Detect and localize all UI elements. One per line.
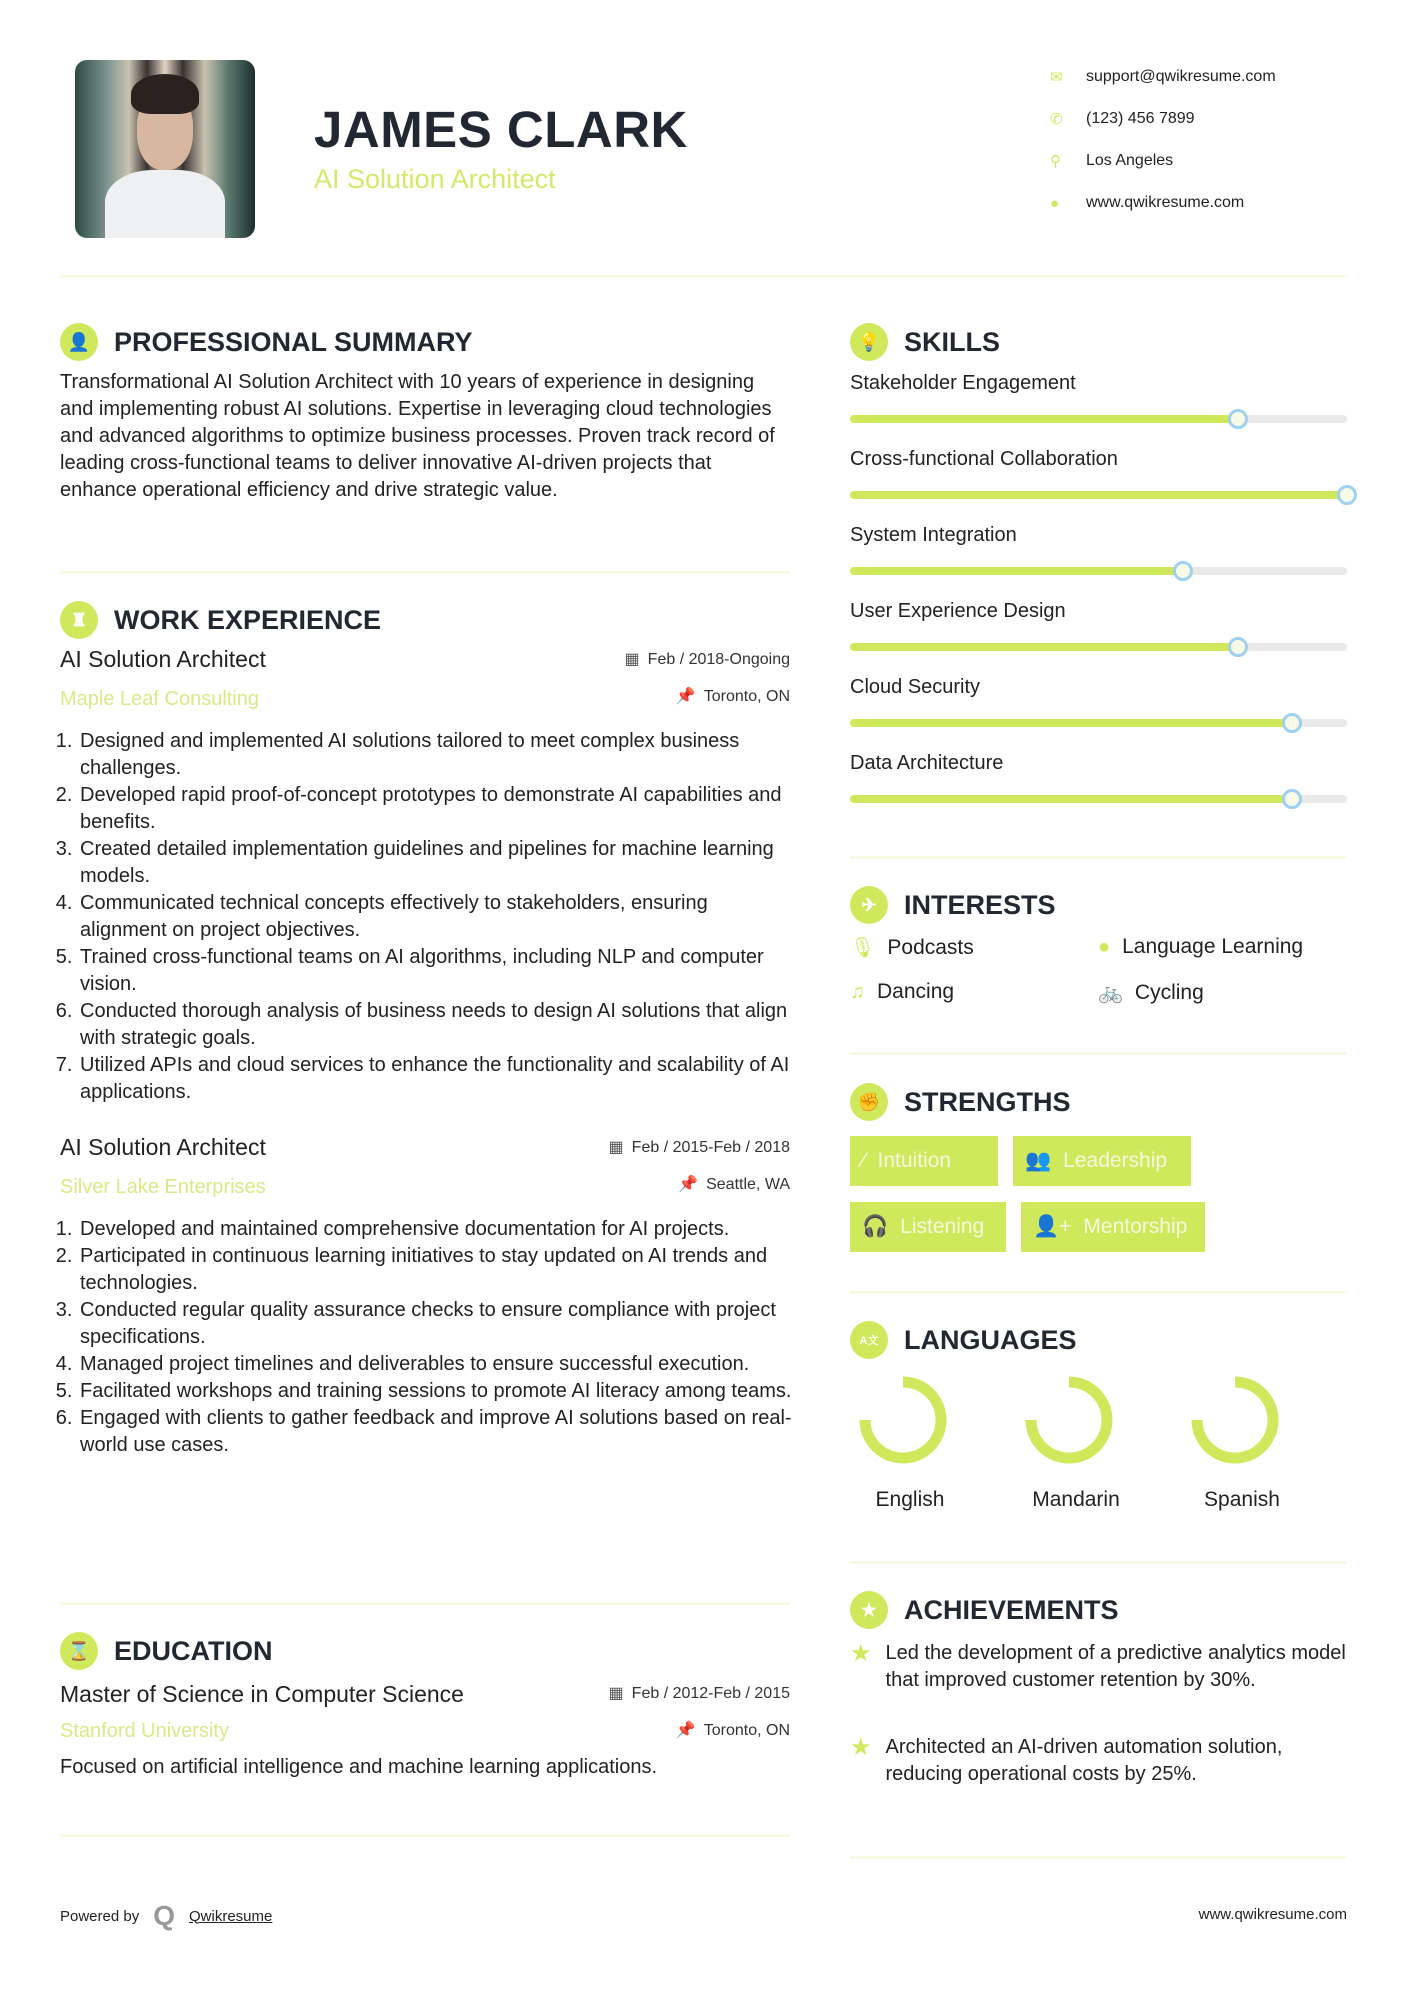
- microphone-icon: 🎙: [850, 937, 876, 959]
- graduate-icon: ⌛: [60, 1632, 98, 1670]
- list-item: 5. Facilitated workshops and training sessions to promote AI literacy among teams.: [78, 1378, 795, 1405]
- contact-text: www.qwikresume.com: [1086, 194, 1245, 211]
- skill-label: Stakeholder Engagement: [850, 372, 1076, 394]
- achievements-heading: [850, 1591, 1119, 1629]
- contact-text: Los Angeles: [1086, 152, 1174, 169]
- interest-item: 🚲 Cycling: [1098, 980, 1204, 1004]
- bicycle-icon: 🚲: [1098, 982, 1123, 1004]
- profile-photo: [75, 60, 255, 238]
- job-bullets: [60, 1216, 795, 1459]
- skill-fill: [850, 491, 1347, 499]
- skill-label: System Integration: [850, 524, 1017, 546]
- interest-item: ● Language Learning: [1098, 935, 1304, 958]
- section-divider: [60, 1602, 790, 1605]
- skill-item: [850, 524, 1347, 575]
- contact-email[interactable]: [1050, 56, 1276, 98]
- heading-text: WORK EXPERIENCE: [114, 604, 382, 635]
- shooting-star-icon: ★: [850, 1640, 872, 1667]
- envelope-icon: ✉: [1050, 69, 1063, 86]
- skill-item: [850, 600, 1347, 651]
- list-item: 6. Engaged with clients to gather feedback and improve AI solutions based on real-world use cases.: [78, 1405, 795, 1459]
- list-item: 5. Trained cross-functional teams on AI algorithms, including NLP and computer vision.: [78, 944, 795, 998]
- chair-icon: ♜: [60, 601, 98, 639]
- heading-text: INTERESTS: [904, 889, 1056, 920]
- summary-text: Transformational AI Solution Architect with 10 years of experience in designing and implementing robust AI solutions. Expertise in leveraging cloud technologies and advanced algorithms to optimize business processes. Proven track record of leading cross-functional teams to deliver innovative AI-driven projects that enhance operational efficiency and drive strategic value.: [60, 371, 775, 501]
- list-item: 2. Participated in continuous learning initiatives to stay updated on AI trends and technologies.: [78, 1243, 795, 1297]
- skill-knob[interactable]: [1282, 789, 1302, 809]
- header-divider: [60, 275, 1347, 278]
- candidate-title: AI Solution Architect: [314, 164, 556, 194]
- contact-text: support@qwikresume.com: [1086, 68, 1276, 85]
- strength-chip: ⁄ Intuition: [850, 1136, 998, 1186]
- skill-knob[interactable]: [1228, 637, 1248, 657]
- phone-icon: ✆: [1050, 111, 1063, 128]
- job-title: AI Solution Architect: [60, 1134, 266, 1160]
- skill-bar: [850, 491, 1347, 499]
- skill-label: Cross-functional Collaboration: [850, 448, 1118, 470]
- user-plus-icon: 👤+: [1033, 1215, 1072, 1238]
- section-divider: [850, 1052, 1347, 1055]
- interests-heading: [850, 886, 1056, 924]
- education-description: Focused on artificial intelligence and machine learning applications.: [60, 1756, 658, 1778]
- education-location: 📌 Toronto, ON: [675, 1722, 790, 1739]
- strengths-heading: [850, 1083, 1071, 1121]
- pushpin-icon: 📌: [675, 688, 696, 705]
- skill-fill: [850, 795, 1292, 803]
- shooting-star-icon: ★: [850, 1734, 872, 1761]
- language-label: Mandarin: [1032, 1488, 1120, 1511]
- list-item: 1. Developed and maintained comprehensive documentation for AI projects.: [78, 1216, 795, 1243]
- list-item: 2. Developed rapid proof-of-concept prototypes to demonstrate AI capabilities and benefits.: [78, 782, 795, 836]
- section-divider: [60, 1834, 790, 1837]
- skill-bar: [850, 643, 1347, 651]
- footer-powered: [60, 1900, 272, 1932]
- contact-list: [1050, 56, 1276, 224]
- strength-chip: 👥 Leadership: [1013, 1136, 1191, 1186]
- pushpin-icon: 📌: [675, 1722, 696, 1739]
- achievement-item: ★ Led the development of a predictive analytics model that improved customer retention by 30%.: [850, 1640, 1347, 1694]
- strength-chip: 👤+ Mentorship: [1021, 1202, 1205, 1252]
- globe-icon: ●: [1098, 935, 1111, 958]
- work-heading: [60, 601, 381, 639]
- skill-fill: [850, 643, 1238, 651]
- language-ring: [1197, 1382, 1273, 1458]
- globe-icon: ●: [1050, 194, 1060, 212]
- heading-text: STRENGTHS: [904, 1086, 1071, 1117]
- powered-by-text: Powered by: [60, 1907, 140, 1925]
- company-name: Maple Leaf Consulting: [60, 688, 260, 710]
- summary-heading: [60, 323, 473, 361]
- language-rings: [840, 1370, 1320, 1470]
- contact-phone[interactable]: [1050, 98, 1276, 140]
- achievement-item: ★ Architected an AI-driven automation solution, reducing operational costs by 25%.: [850, 1734, 1347, 1788]
- calendar-icon: ▦: [608, 1685, 624, 1702]
- footer-url[interactable]: www.qwikresume.com: [1198, 1906, 1347, 1923]
- headphones-icon: 🎧: [862, 1215, 889, 1238]
- skill-bar: [850, 795, 1347, 803]
- qwikresume-logo-icon: Q: [153, 1900, 175, 1931]
- calendar-icon: ▦: [608, 1139, 624, 1156]
- skills-heading: [850, 323, 1000, 361]
- contact-text: (123) 456 7899: [1086, 110, 1195, 127]
- contact-location: [1050, 140, 1276, 182]
- education-date: ▦ Feb / 2012-Feb / 2015: [608, 1685, 790, 1702]
- language-ring: [1031, 1382, 1107, 1458]
- skill-knob[interactable]: [1282, 713, 1302, 733]
- job-title: AI Solution Architect: [60, 646, 266, 672]
- skill-bar: [850, 567, 1347, 575]
- heading-text: LANGUAGES: [904, 1324, 1077, 1355]
- section-divider: [850, 856, 1347, 859]
- strength-chip: 🎧 Listening: [850, 1202, 1006, 1252]
- list-item: 3. Created detailed implementation guidelines and pipelines for machine learning models.: [78, 836, 795, 890]
- skill-fill: [850, 415, 1238, 423]
- language-label: English: [875, 1488, 945, 1511]
- company-name: Silver Lake Enterprises: [60, 1176, 266, 1198]
- heading-text: EDUCATION: [114, 1635, 273, 1666]
- job-location: 📌 Toronto, ON: [675, 688, 790, 705]
- education-heading: [60, 1632, 273, 1670]
- pushpin-icon: 📌: [678, 1176, 699, 1193]
- language-ring: [865, 1382, 941, 1458]
- school: Stanford University: [60, 1720, 229, 1742]
- interest-item: ♫ Dancing: [850, 980, 955, 1003]
- language-label: Spanish: [1204, 1488, 1280, 1511]
- skill-item: [850, 676, 1347, 727]
- job-location: 📌 Seattle, WA: [678, 1176, 790, 1193]
- interest-item: 🎙 Podcasts: [850, 935, 974, 959]
- skill-fill: [850, 567, 1183, 575]
- section-divider: [60, 571, 790, 574]
- list-item: 7. Utilized APIs and cloud services to enhance the functionality and scalability of AI applications.: [78, 1052, 795, 1106]
- music-icon: ♫: [850, 980, 865, 1003]
- calendar-icon: ▦: [624, 651, 640, 668]
- skill-bar: [850, 719, 1347, 727]
- paper-plane-icon: ✈: [850, 886, 888, 924]
- heading-text: ACHIEVEMENTS: [904, 1594, 1119, 1625]
- job-bullets: [60, 728, 795, 1106]
- list-item: 4. Communicated technical concepts effectively to stakeholders, ensuring alignment on project objectives.: [78, 890, 795, 944]
- qwikresume-link[interactable]: Qwikresume: [189, 1907, 273, 1925]
- skill-label: Cloud Security: [850, 676, 981, 698]
- list-item: 4. Managed project timelines and deliverables to ensure successful execution.: [78, 1351, 795, 1378]
- heading-text: SKILLS: [904, 326, 1001, 357]
- users-icon: 👥: [1025, 1149, 1052, 1172]
- skill-label: User Experience Design: [850, 600, 1066, 622]
- skill-item: [850, 752, 1347, 803]
- candidate-name: JAMES CLARK: [314, 101, 688, 158]
- section-divider: [850, 1561, 1347, 1564]
- job-date: ▦ Feb / 2018-Ongoing: [624, 651, 790, 668]
- skill-knob[interactable]: [1337, 485, 1357, 505]
- section-divider: [850, 1856, 1347, 1859]
- skill-label: Data Architecture: [850, 752, 1004, 774]
- map-pin-icon: ⚲: [1050, 153, 1061, 170]
- user-icon: 👤: [60, 323, 98, 361]
- skill-bar: [850, 415, 1347, 423]
- heading-text: PROFESSIONAL SUMMARY: [114, 326, 473, 357]
- section-divider: [850, 1291, 1347, 1294]
- star-icon: ★: [850, 1591, 888, 1629]
- skill-knob[interactable]: [1228, 409, 1248, 429]
- list-item: 3. Conducted regular quality assurance checks to ensure compliance with project specifications.: [78, 1297, 795, 1351]
- lightbulb-icon: 💡: [850, 323, 888, 361]
- skill-fill: [850, 719, 1292, 727]
- skill-item: [850, 448, 1347, 499]
- job-date: ▦ Feb / 2015-Feb / 2018: [608, 1139, 790, 1156]
- skill-item: [850, 372, 1347, 423]
- magic-wand-icon: ⁄: [862, 1149, 866, 1172]
- language-icon: A文: [850, 1321, 888, 1359]
- list-item: 1. Designed and implemented AI solutions tailored to meet complex business challenges.: [78, 728, 795, 782]
- skill-knob[interactable]: [1173, 561, 1193, 581]
- list-item: 6. Conducted thorough analysis of business needs to design AI solutions that align with strategic goals.: [78, 998, 795, 1052]
- degree: Master of Science in Computer Science: [60, 1681, 464, 1707]
- fist-icon: ✊: [850, 1083, 888, 1121]
- languages-heading: [850, 1321, 1077, 1359]
- contact-website[interactable]: [1050, 182, 1276, 224]
